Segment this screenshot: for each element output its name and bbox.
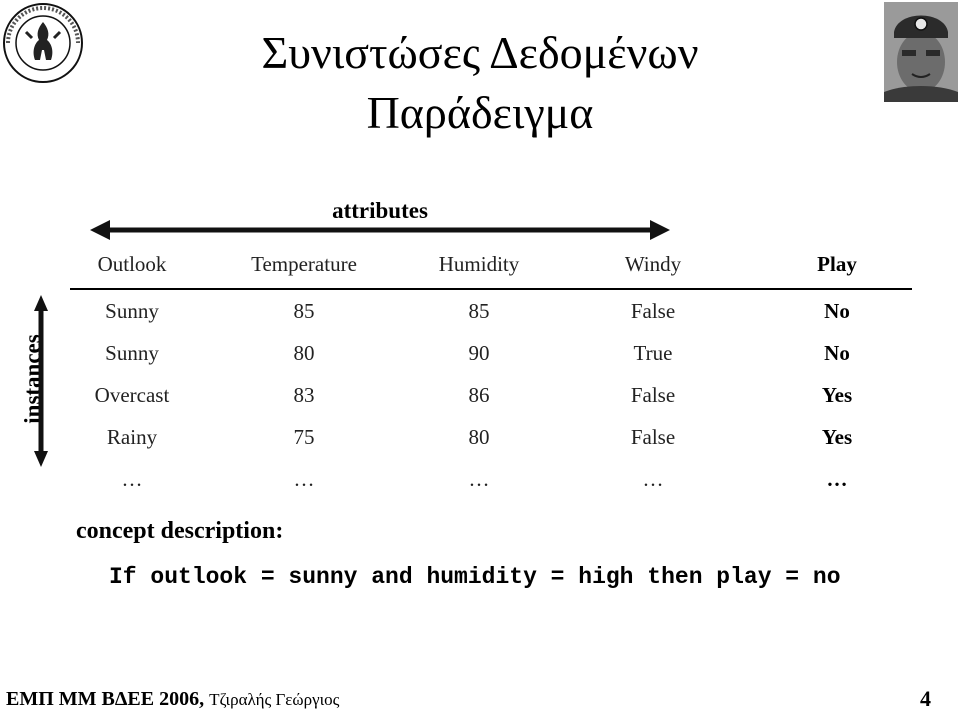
table-row	[70, 332, 912, 374]
cell-outlook: Rainy	[106, 424, 158, 449]
concept-rule-text: If outlook = sunny and humidity = high then play = no	[109, 564, 841, 590]
cell-outlook: Sunny	[105, 340, 159, 365]
cell-play: No	[824, 340, 850, 365]
attributes-double-arrow-icon	[90, 220, 670, 240]
cell-humidity: …	[468, 466, 490, 491]
concept-description-label: concept description:	[76, 518, 284, 544]
cell-humidity: 90	[468, 340, 490, 365]
cell-windy: True	[633, 340, 673, 365]
instances-double-arrow-icon	[34, 295, 48, 467]
cell-temperature: 85	[293, 298, 315, 323]
header-windy: Windy	[544, 248, 762, 289]
footer-author: Τζιραλής Γεώργιος	[209, 690, 340, 709]
cell-humidity: 80	[468, 424, 490, 449]
table-header-row	[70, 248, 912, 289]
cell-windy: False	[630, 424, 676, 449]
instances-label: instances	[20, 334, 45, 424]
cell-windy: False	[630, 382, 676, 407]
footer-course: ΕΜΠ ΜΜ ΒΔΕΕ 2006,	[6, 688, 205, 710]
cell-play: Yes	[821, 424, 853, 449]
cell-play: Yes	[821, 382, 853, 407]
slide-title-line-2: Παράδειγμα	[366, 87, 594, 138]
cell-outlook: Sunny	[105, 298, 159, 323]
weather-data-table	[70, 248, 912, 500]
cell-windy: False	[630, 298, 676, 323]
cell-humidity: 86	[468, 382, 490, 407]
cell-temperature: 80	[293, 340, 315, 365]
cell-play: No	[824, 298, 850, 323]
table-row	[70, 416, 912, 458]
header-outlook: Outlook	[70, 248, 194, 289]
page-number: 4	[920, 686, 931, 711]
table-row-ellipsis	[70, 458, 912, 500]
cell-temperature: …	[293, 466, 315, 491]
cell-temperature: 83	[293, 382, 315, 407]
header-play: Play	[762, 248, 912, 289]
cell-outlook: Overcast	[94, 382, 170, 407]
slide-title-line-1: Συνιστώσες Δεδομένων	[261, 27, 699, 78]
table-row	[70, 374, 912, 416]
footer-credit	[6, 688, 339, 711]
header-temperature: Temperature	[194, 248, 414, 289]
attributes-label: attributes	[332, 198, 428, 223]
cell-outlook: …	[121, 466, 143, 491]
cell-windy: …	[642, 466, 664, 491]
table-row	[70, 289, 912, 332]
cell-humidity: 85	[468, 298, 490, 323]
cell-temperature: 75	[293, 424, 315, 449]
cell-play: …	[826, 466, 848, 491]
header-humidity: Humidity	[414, 248, 544, 289]
